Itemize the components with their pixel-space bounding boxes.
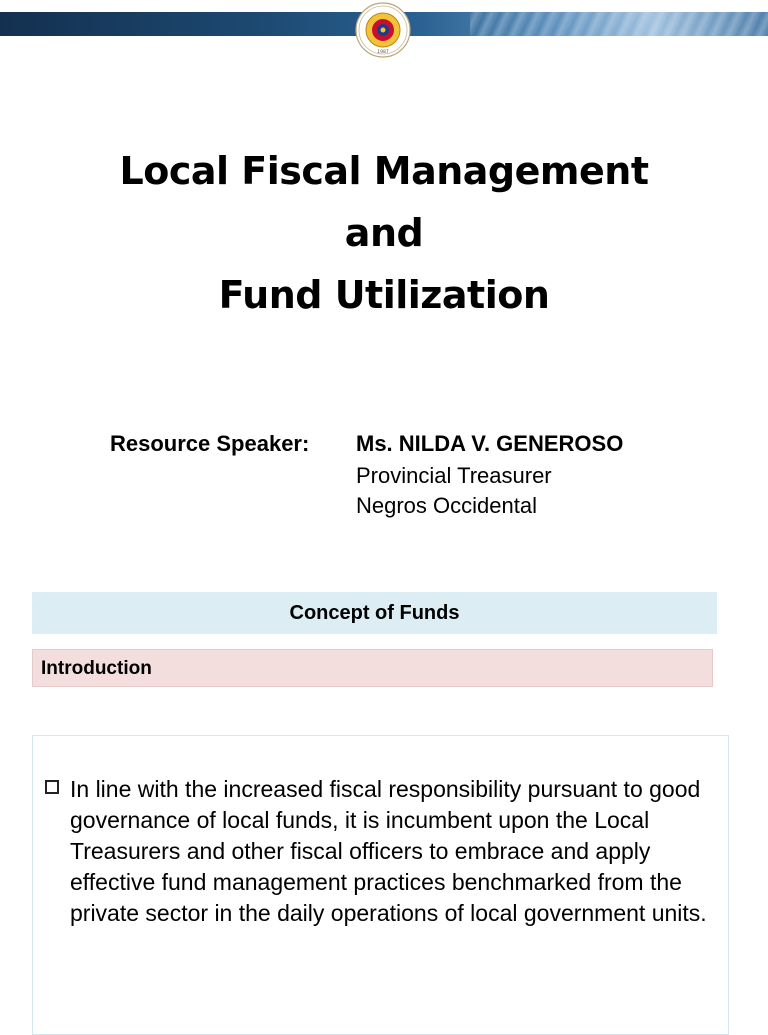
section-subheading: Introduction <box>32 649 713 687</box>
title-line-2: and <box>344 211 424 255</box>
slide-title <box>0 140 768 326</box>
title-line-3: Fund Utilization <box>218 273 550 317</box>
seal-year: 1987 <box>377 50 389 55</box>
speaker-name: Ms. NILDA V. GENEROSO <box>356 431 624 456</box>
bullet-paragraph: In line with the increased fiscal responsibility pursuant to good governance of local funds, it is incumbent upon the Local Treasurers and other fiscal officers to embrace and apply effective fund management practices benchmarked from the private sector in the daily operations of local government units. <box>70 776 707 926</box>
agency-seal-logo <box>355 2 411 58</box>
speaker-place: Negros Occidental <box>356 493 537 518</box>
banner-decoration <box>470 12 768 36</box>
speaker-label: Resource Speaker: <box>110 431 310 456</box>
hollow-square-bullet-icon <box>45 780 59 794</box>
title-line-1: Local Fiscal Management <box>119 149 649 193</box>
section-heading: Concept of Funds <box>32 592 717 634</box>
speaker-position: Provincial Treasurer <box>356 463 552 488</box>
